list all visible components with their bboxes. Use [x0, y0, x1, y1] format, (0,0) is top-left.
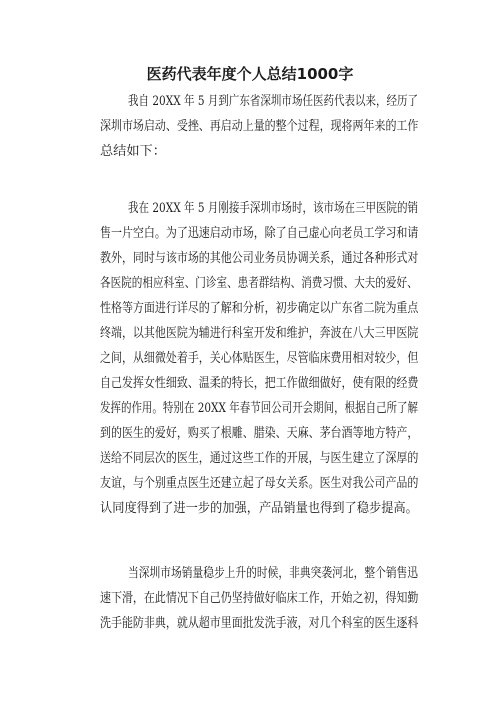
paragraph-2-line-6: 终端，以其他医院为辅进行科室开发和维护，奔波在八大三甲医院 — [100, 326, 419, 341]
paragraph-1-line-1: 我自 20XX 年 5 月到广东省深圳市场任医药代表以来，经历了 — [128, 94, 419, 109]
paragraph-2-line-4: 各医院的相应科室、门诊室、患者群结构、消费习惯、大夫的爱好、 — [100, 276, 418, 291]
paragraph-3-line-3: 洗手能防非典，就从超市里面批发洗手液，对几个科室的医生逐科 — [100, 616, 419, 631]
paragraph-3-line-1: 当深圳市场销量稳步上升的时候，非典突袭河北，整个销售迅 — [128, 566, 419, 581]
paragraph-2-line-13: 认同度得到了进一步的加强，产品销量也得到了稳步提高。 — [100, 501, 418, 516]
paragraph-1-line-3: 总结如下： — [100, 144, 166, 159]
paragraph-2-line-5: 性格等方面进行详尽的了解和分析，初步确定以广东省二院为重点 — [100, 301, 419, 316]
paragraph-2-line-8: 自己发挥女性细致、温柔的特长，把工作做细做好，使有限的经费 — [100, 376, 419, 391]
paragraph-2-line-11: 送给不同层次的医生，通过这些工作的开展，与医生建立了深厚的 — [100, 451, 419, 466]
paragraph-2-line-10: 到的医生的爱好，购买了根雕、腊染、天麻、茅台酒等地方特产， — [100, 426, 419, 441]
paragraph-3-line-2: 速下滑，在此情况下自己仍坚持做好临床工作，开始之初，得知勤 — [100, 591, 419, 606]
paragraph-2-line-1: 我在 20XX 年 5 月刚接手深圳市场时，该市场在三甲医院的销 — [128, 201, 419, 216]
paragraph-1-line-2: 深圳市场启动、受挫、再启动上量的整个过程，现将两年来的工作 — [100, 119, 419, 134]
paragraph-2-line-12: 友谊，与个别重点医生还建立起了母女关系。医生对我公司产品的 — [100, 476, 419, 491]
paragraph-2-line-2: 售一片空白。为了迅速启动市场，除了自己虚心向老员工学习和请 — [100, 226, 419, 241]
document-title: 医药代表年度个人总结1000字 — [146, 65, 354, 83]
paragraph-2-line-9: 发挥的作用。特别在 20XX 年春节回公司开会期间，根据自己所了解 — [100, 401, 419, 416]
paragraph-2-line-3: 教外，同时与该市场的其他公司业务员协调关系，通过各种形式对 — [100, 251, 419, 266]
paragraph-2-line-7: 之间，从细微处着手，关心体贴医生，尽管临床费用相对较少，但 — [100, 351, 419, 366]
